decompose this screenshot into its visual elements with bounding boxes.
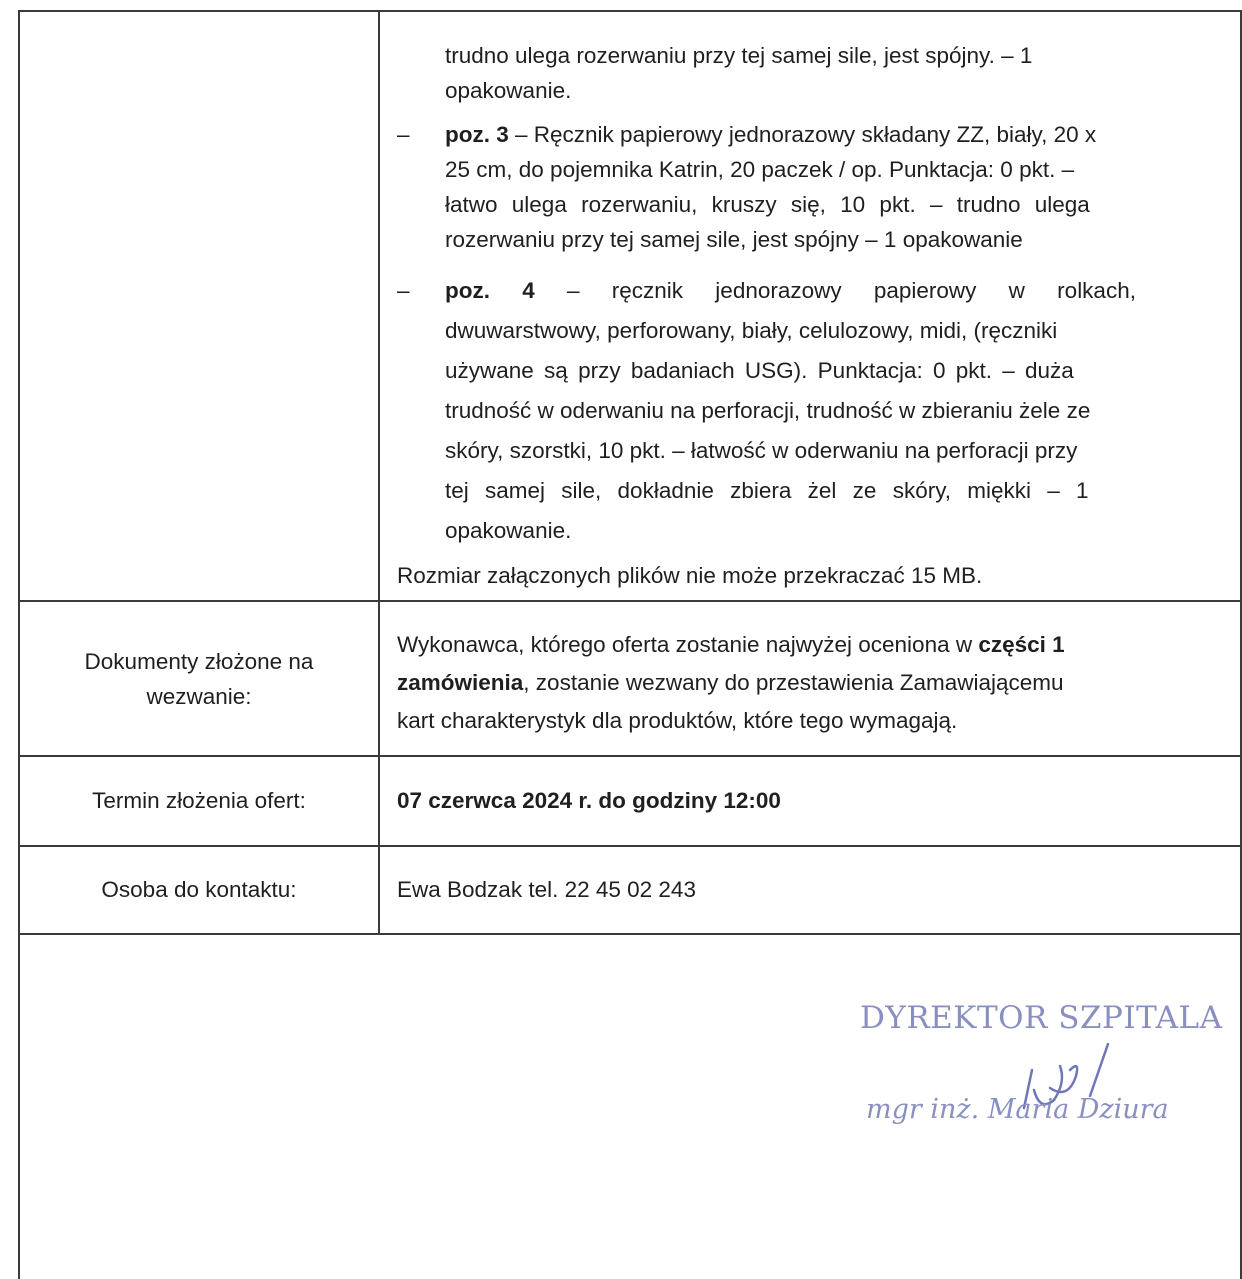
list-item-line: rozerwaniu przy tej samej sile, jest spójny – 1 opakowanie <box>445 227 1023 252</box>
list-item-line: opakowanie. <box>445 518 572 543</box>
column-divider <box>378 10 380 934</box>
documents-label-line2: wezwanie: <box>146 684 252 709</box>
documents-emphasis: części 1 <box>978 632 1065 657</box>
row-divider <box>18 755 1242 757</box>
bullet-dash: – <box>397 278 410 303</box>
documents-text: , zostanie wezwany do przestawienia Zamawiającemu <box>523 670 1064 695</box>
item-label: poz. 3 <box>445 122 509 147</box>
list-item-line <box>445 117 1231 152</box>
continued-text-line: opakowanie. <box>445 78 572 103</box>
contact-value: Ewa Bodzak tel. 22 45 02 243 <box>397 877 696 902</box>
documents-text: Wykonawca, którego oferta zostanie najwyżej oceniona w <box>397 632 979 657</box>
deadline-value: 07 czerwca 2024 r. do godziny 12:00 <box>397 788 781 813</box>
documents-label <box>20 644 378 714</box>
continued-text-line: trudno ulega rozerwaniu przy tej samej sile, jest spójny. – 1 <box>445 43 1033 68</box>
list-item-line: trudność w oderwaniu na perforacji, trudność w zbieraniu żele ze <box>445 398 1091 423</box>
list-item-line: 25 cm, do pojemnika Katrin, 20 paczek / op. Punktacja: 0 pkt. – <box>445 157 1075 182</box>
documents-text-line <box>397 627 1231 662</box>
contact-label: Osoba do kontaktu: <box>101 877 297 902</box>
row-divider <box>18 10 1242 12</box>
list-item-line: skóry, szorstki, 10 pkt. – łatwość w oderwaniu na perforacji przy <box>445 438 1078 463</box>
row-divider <box>18 845 1242 847</box>
bullet-dash: – <box>397 122 410 147</box>
row-divider <box>18 600 1242 602</box>
documents-text-line: kart charakterystyk dla produktów, które tego wymagają. <box>397 708 958 733</box>
list-item-line: używane są przy badaniach USG). Punktacja: 0 pkt. – duża <box>445 358 1074 383</box>
item-label: poz. 4 <box>445 278 535 303</box>
documents-text-line <box>397 665 1231 700</box>
item-text: – ręcznik jednorazowy papierowy w rolkach, <box>534 278 1136 303</box>
list-item-line <box>445 273 1231 308</box>
list-item-line: łatwo ulega rozerwaniu, kruszy się, 10 pkt. – trudno ulega <box>445 192 1090 217</box>
list-item-line: tej samej sile, dokładnie zbiera żel ze skóry, miękki – 1 <box>445 478 1089 503</box>
list-item-line: dwuwarstwowy, perforowany, biały, celulozowy, midi, (ręczniki <box>445 318 1058 343</box>
stamp-name: mgr inż. Maria Dziura <box>866 1094 1169 1125</box>
stamp-title: DYREKTOR SZPITALA <box>860 1000 1223 1036</box>
documents-emphasis: zamówienia <box>397 670 524 695</box>
deadline-label: Termin złożenia ofert: <box>92 788 306 813</box>
file-size-note: Rozmiar załączonych plików nie może przekraczać 15 MB. <box>397 563 983 588</box>
item-text: – Ręcznik papierowy jednorazowy składany ZZ, biały, 20 x <box>508 122 1097 147</box>
row-divider <box>18 933 1242 935</box>
documents-label-line1: Dokumenty złożone na <box>84 649 314 674</box>
